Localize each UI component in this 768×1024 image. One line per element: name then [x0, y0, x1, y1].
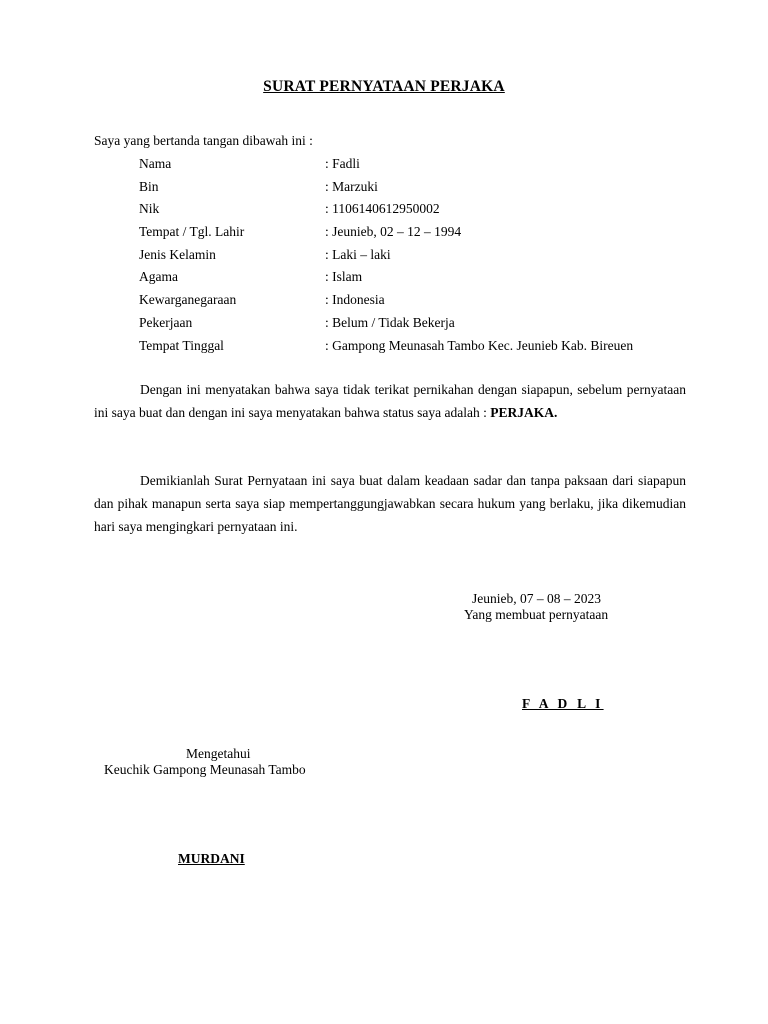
field-row-citizenship [139, 292, 699, 315]
field-label: Nik [139, 201, 160, 217]
field-label: Tempat / Tgl. Lahir [139, 224, 245, 240]
field-value: : Islam [325, 269, 363, 285]
field-label: Tempat Tinggal [139, 337, 224, 353]
field-row-nama [139, 156, 699, 179]
field-value: : Belum / Tidak Bekerja [325, 314, 455, 330]
closing-text: Demikianlah Surat Pernyataan ini saya buat dalam keadaan sadar dan tanpa paksaan dari siapapun dan pihak manapun serta saya siap mempertanggungjawabkan secara hukum yang berlaku, jika dikemudian hari saya mengingkari pernyataan ini. [94, 473, 686, 534]
field-label: Kewarganegaraan [139, 292, 237, 308]
statement-text: Dengan ini menyatakan bahwa saya tidak terikat pernikahan dengan siapapun, sebelum pernyataan ini saya buat dan dengan ini saya menyatakan bahwa status saya adalah : [94, 382, 686, 420]
field-row-birth [139, 224, 699, 247]
field-value: : Gampong Meunasah Tambo Kec. Jeunieb Kab. Bireuen [325, 337, 634, 353]
field-label: Jenis Kelamin [139, 246, 216, 262]
official-title: Keuchik Gampong Meunasah Tambo [104, 762, 306, 777]
field-value: : Indonesia [325, 292, 385, 308]
field-row-religion [139, 269, 699, 292]
field-label: Nama [139, 156, 172, 171]
field-row-occupation [139, 315, 699, 338]
closing-paragraph [94, 470, 686, 538]
field-label: Agama [139, 269, 178, 285]
field-value: : Laki – laki [325, 246, 391, 262]
intro-text: Saya yang bertanda tangan dibawah ini : [94, 133, 313, 148]
field-value: : 1106140612950002 [325, 201, 440, 217]
acknowledged-label: Mengetahui [186, 746, 251, 761]
field-row-nik [139, 201, 699, 224]
field-row-address [139, 338, 699, 361]
field-label: Bin [139, 178, 159, 194]
field-label: Pekerjaan [139, 314, 193, 330]
maker-label: Yang membuat pernyataan [464, 607, 609, 622]
field-row-gender [139, 247, 699, 270]
identity-fields [139, 156, 699, 360]
place-date: Jeunieb, 07 – 08 – 2023 [472, 591, 601, 606]
official-name: MURDANI [178, 851, 245, 866]
status-text: PERJAKA. [490, 404, 558, 420]
document-title: SURAT PERNYATAAN PERJAKA [263, 78, 505, 95]
field-row-bin [139, 179, 699, 202]
statement-paragraph [94, 379, 686, 425]
field-value: : Jeunieb, 02 – 12 – 1994 [325, 224, 462, 240]
field-value: : Fadli [325, 156, 360, 171]
signer-name: F A D L I [522, 696, 604, 711]
field-value: : Marzuki [325, 178, 378, 194]
